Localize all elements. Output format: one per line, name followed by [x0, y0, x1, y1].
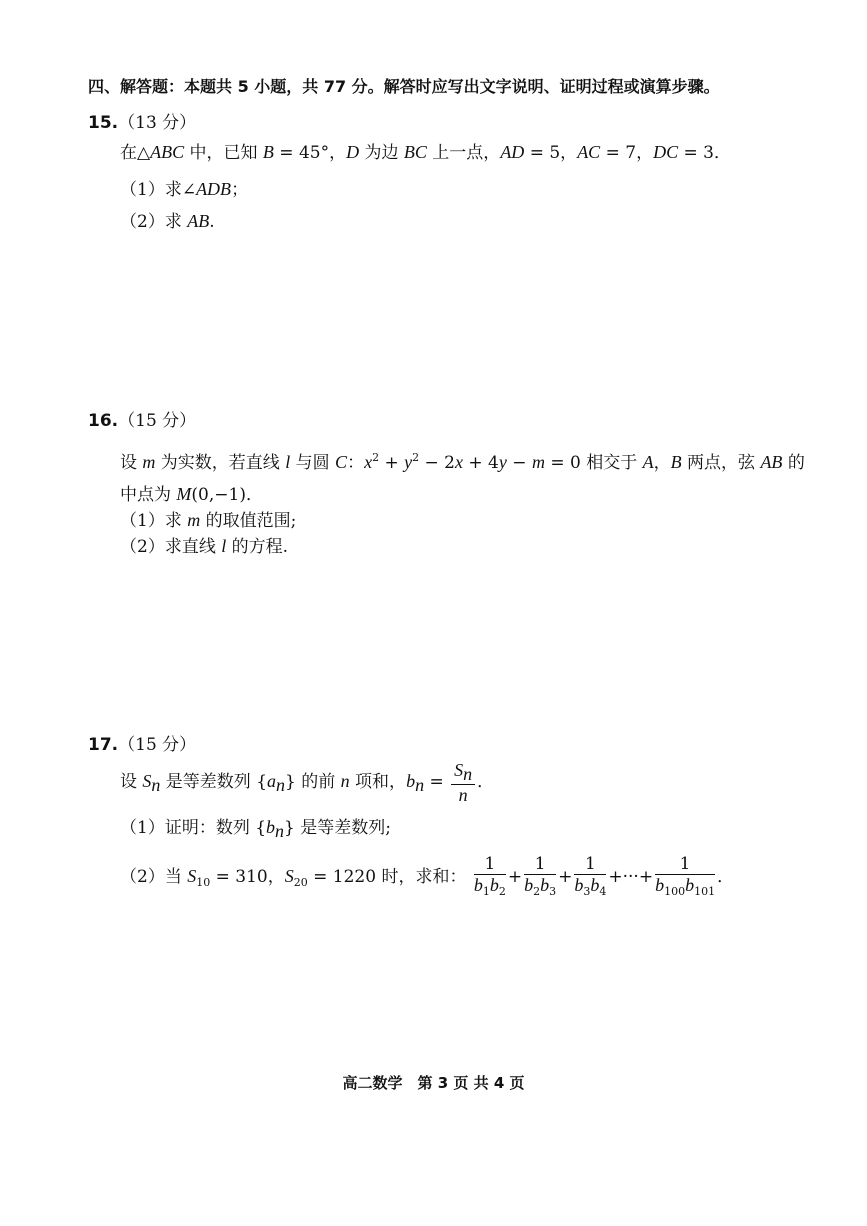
text: = 45°，: [273, 143, 347, 163]
text: 与圆: [290, 453, 336, 473]
text: 中，已知: [184, 143, 263, 163]
problem-17-part-1: [120, 816, 391, 842]
problem-number: 17.: [88, 735, 119, 755]
text: 时，求和：: [376, 867, 467, 887]
problem-16-stem: 设 m 为实数，若直线 l 与圆 C：$x^2 + y^2 - 2x + 4y - m = 0$ 相交于 A，B 两点，弦 AB 的: [120, 451, 805, 473]
text: 为边: [359, 143, 404, 163]
math-var: y: [404, 452, 413, 472]
text: ．: [245, 485, 263, 505]
math-var: AB: [187, 211, 210, 231]
math-var: m: [531, 452, 545, 472]
problem-15-part-1: [120, 178, 248, 201]
math-var: B: [262, 142, 274, 162]
text: = 5，: [524, 143, 578, 163]
text: （2）求: [120, 212, 188, 232]
math-var: AC: [577, 142, 601, 162]
math-subscript: n: [151, 775, 161, 795]
text: 上一点，: [426, 143, 501, 163]
math-subscript: n: [275, 821, 285, 841]
problem-17-part-2: [120, 852, 734, 907]
math-var: DC: [653, 142, 679, 162]
problem-number: 15.: [88, 113, 119, 133]
math-var: x: [364, 452, 373, 472]
math-var: y: [498, 452, 507, 472]
math-var: M: [176, 484, 192, 504]
text: .: [209, 212, 215, 232]
text: ：: [347, 453, 365, 473]
text: （1）证明：数列 {: [120, 818, 267, 838]
problem-16-stem-line-2: [120, 483, 263, 506]
math-subscript: n: [276, 775, 286, 795]
fraction-1-b1b2: $\frac{1}{b_1b_2}$: [473, 853, 506, 898]
fraction-1-b2b3: $\frac{1}{b_2b_3}$: [524, 853, 557, 898]
math-var: C: [335, 452, 348, 472]
text: + 4: [463, 453, 499, 473]
math-var: x: [455, 452, 463, 472]
problem-15-stem: [120, 141, 731, 164]
text: = 7，: [600, 143, 654, 163]
math-subscript: n: [415, 775, 425, 795]
text: 是等差数列 {: [160, 772, 268, 792]
text: ．: [477, 772, 495, 792]
math-var: B: [670, 452, 682, 472]
math-var: l: [221, 536, 227, 556]
math-var: l: [285, 452, 291, 472]
text: =: [424, 772, 450, 792]
text: 为实数，若直线: [155, 453, 286, 473]
math-var: S: [454, 760, 464, 780]
text: （1）求: [120, 511, 188, 531]
math-subscript: 20: [293, 876, 308, 889]
problem-17-stem: [120, 759, 494, 807]
math-var: S: [284, 866, 294, 886]
text: +: [379, 453, 405, 473]
text: 两点，弦: [681, 453, 761, 473]
text: = 3．: [678, 143, 731, 163]
text: = 0: [544, 453, 581, 473]
problem-16-part-1: [120, 509, 296, 532]
fraction-1-b100b101: $\frac{1}{b_{100}b_{101}}$: [655, 853, 716, 898]
text: 的取值范围;: [200, 511, 297, 531]
math-var: BC: [403, 142, 427, 162]
ellipsis-plus: +···+: [608, 867, 654, 887]
math-var: n: [458, 785, 468, 805]
text: 的方程.: [226, 537, 289, 557]
math-var: m: [142, 452, 156, 472]
text: （2）求直线: [120, 537, 222, 557]
text: ．: [717, 867, 735, 887]
math-var: n: [340, 771, 350, 791]
problem-16-heading: [88, 410, 196, 432]
math-var: S: [142, 771, 152, 791]
math-var: AD: [500, 142, 525, 162]
text: （1）求∠: [120, 180, 197, 200]
math-var: a: [267, 771, 277, 791]
text: = 1220: [307, 867, 377, 887]
problem-number: 16.: [88, 411, 119, 431]
text: 项和，: [349, 772, 407, 792]
text: 的: [782, 453, 805, 473]
math-var: ABC: [150, 142, 185, 162]
text: ；: [231, 180, 249, 200]
text: 设: [120, 772, 143, 792]
text: } 的前: [285, 772, 341, 792]
problem-15-heading: [88, 112, 196, 134]
text: −: [506, 453, 532, 473]
text: 相交于: [580, 453, 643, 473]
math-var: b: [406, 771, 416, 791]
math-var: b: [266, 817, 276, 837]
text: − 2: [419, 453, 455, 473]
math-var: A: [642, 452, 654, 472]
problem-score: （13 分）: [118, 113, 197, 133]
problem-score: （15 分）: [118, 411, 197, 431]
text: 在△: [120, 143, 151, 163]
math-var: m: [187, 510, 201, 530]
text: (0,−1): [191, 485, 246, 505]
section-header: 四、解答题：本题共 5 小题，共 77 分。解答时应写出文字说明、证明过程或演算步骤。: [88, 77, 720, 96]
problem-17-heading: [88, 734, 196, 756]
text: ，: [653, 453, 671, 473]
math-var: S: [187, 866, 197, 886]
math-var: AB: [760, 452, 783, 472]
math-subscript: n: [463, 764, 473, 784]
problem-16-part-2: [120, 535, 288, 558]
page-footer: 高二数学 第 3 页 共 4 页: [342, 1074, 525, 1092]
text: = 310，: [210, 867, 285, 887]
fraction-1-b3b4: $\frac{1}{b_3b_4}$: [574, 853, 607, 898]
math-var: D: [346, 142, 360, 162]
text: } 是等差数列;: [284, 818, 391, 838]
fraction-sn-over-n: [451, 760, 475, 805]
text: （2）当: [120, 867, 188, 887]
math-var: ADB: [196, 179, 232, 199]
plus-sign: +: [507, 867, 523, 887]
problem-15-part-2: [120, 210, 215, 233]
problem-score: （15 分）: [118, 735, 197, 755]
text: 中点为: [120, 485, 177, 505]
text: 设: [120, 453, 143, 473]
plus-sign: +: [558, 867, 573, 887]
math-subscript: 10: [196, 876, 211, 889]
